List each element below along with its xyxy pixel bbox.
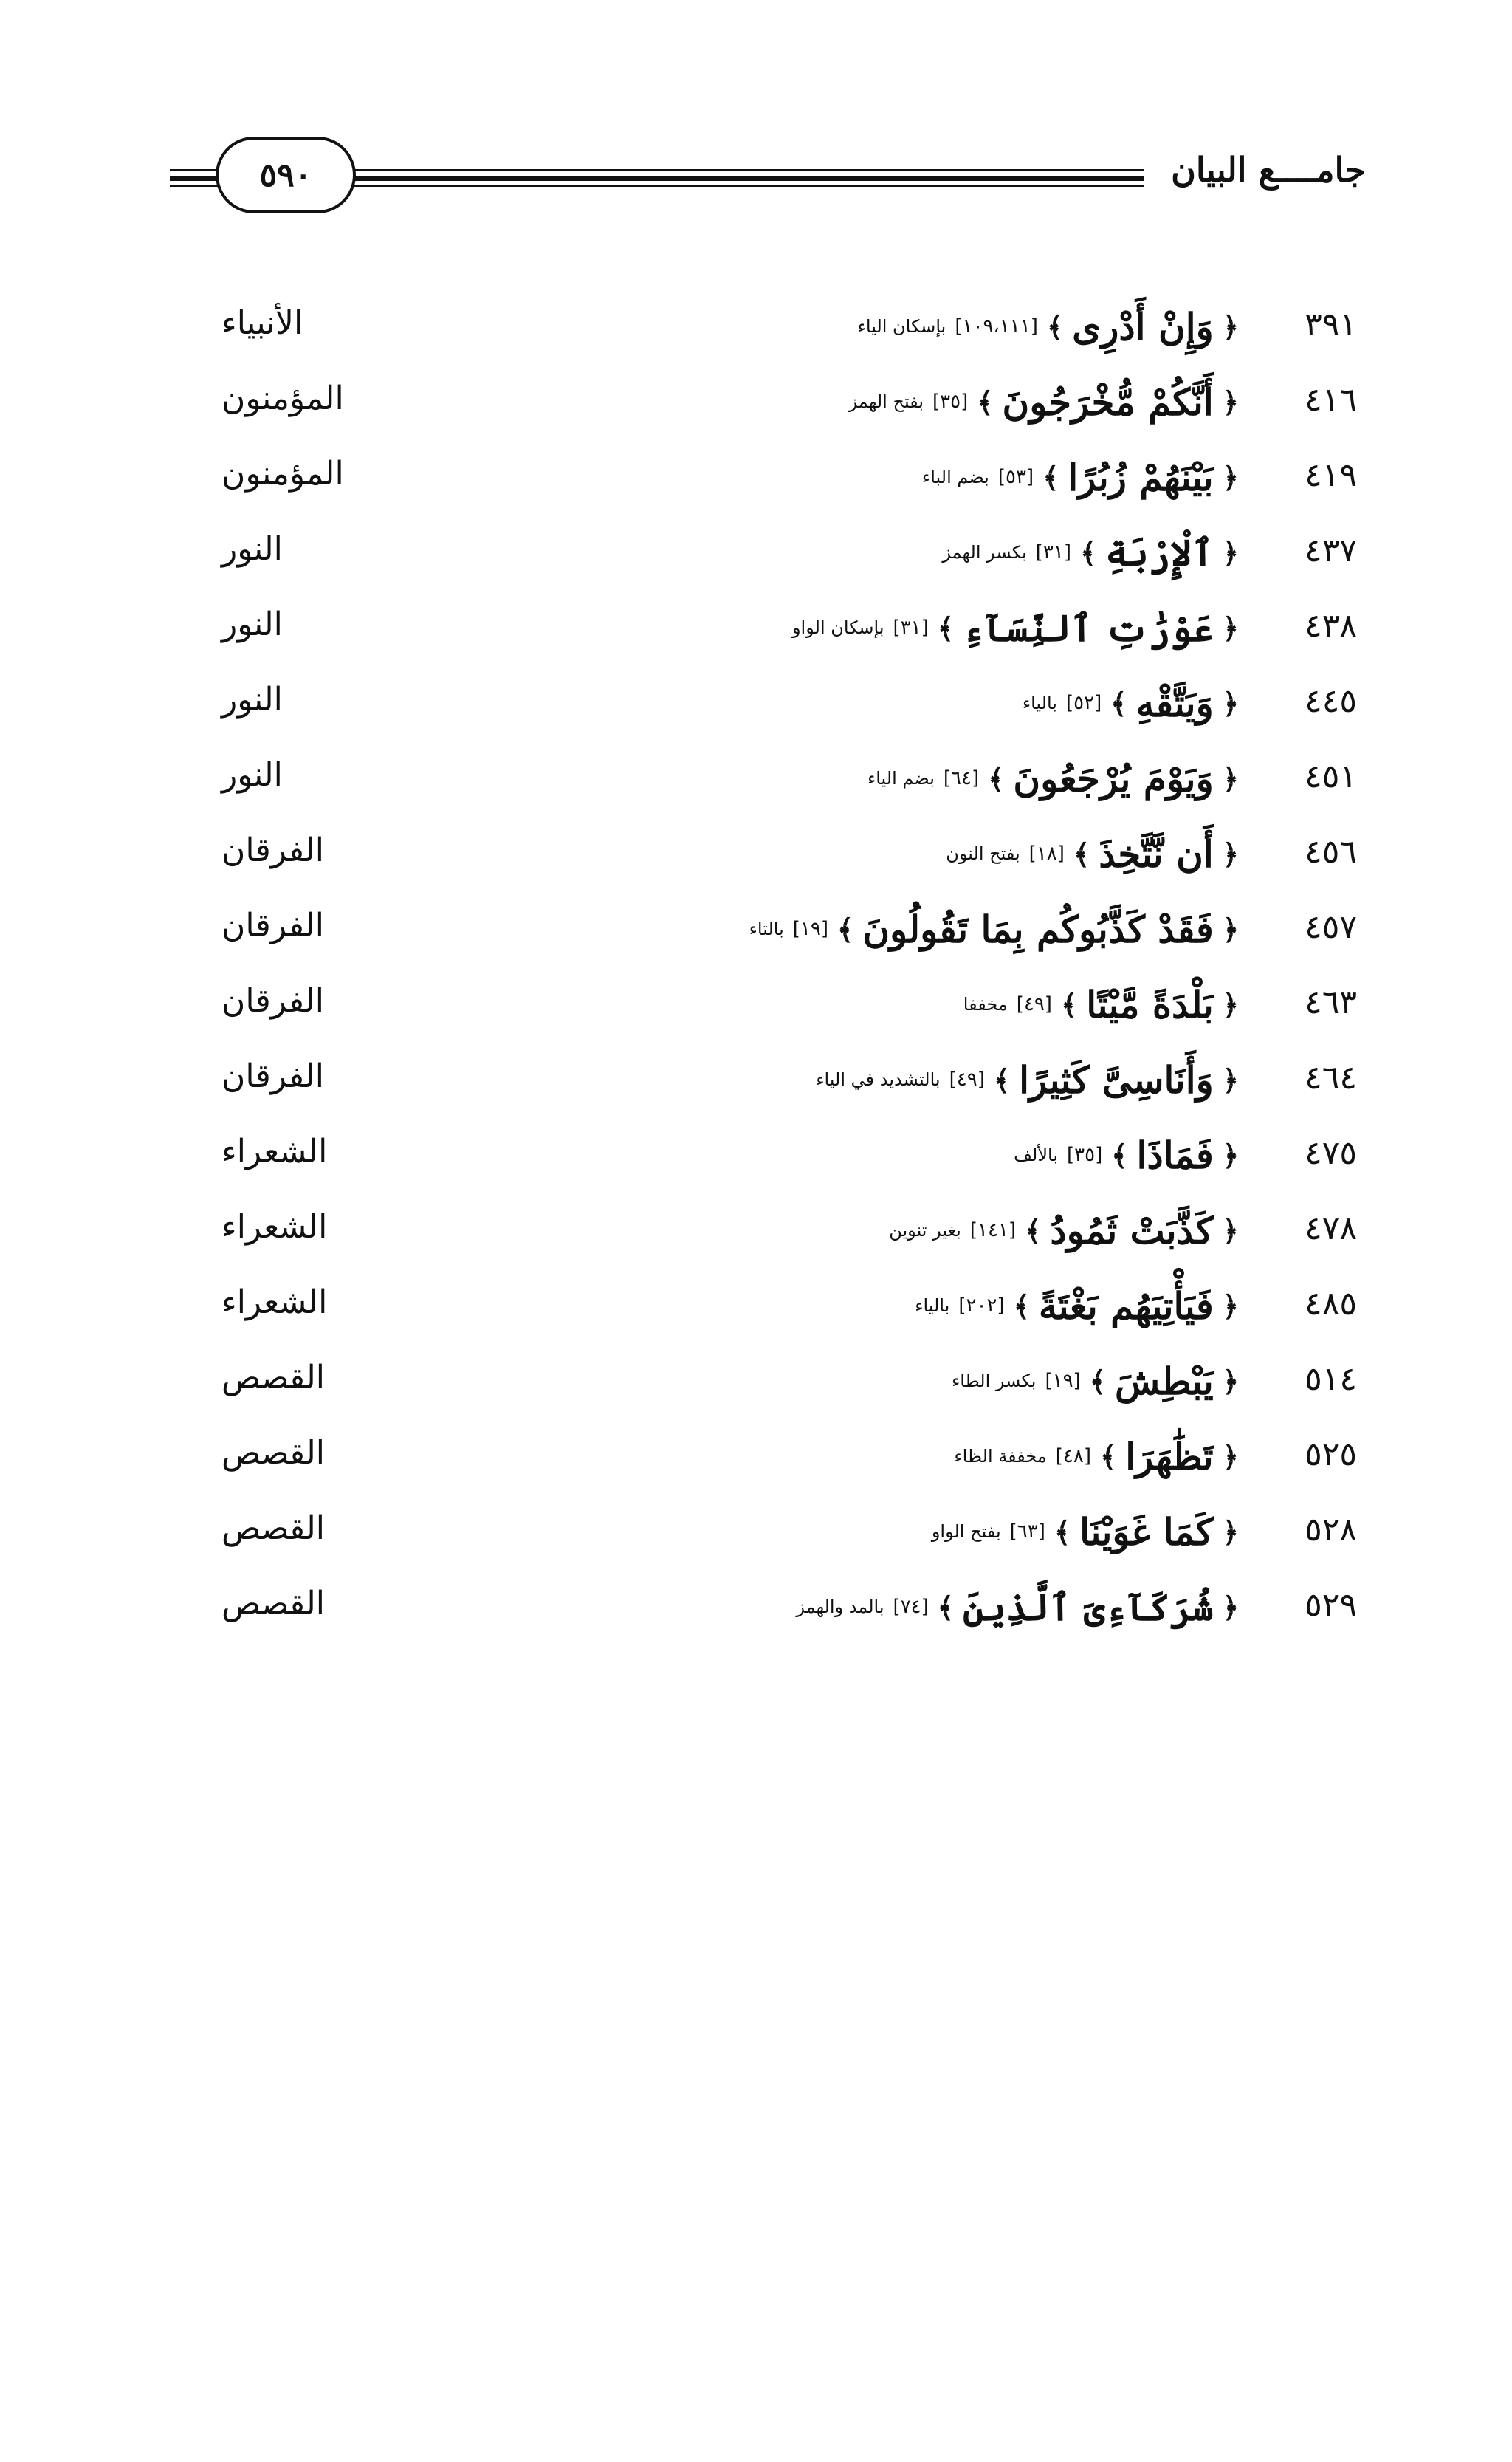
entry-number: ٤٤٥	[1305, 682, 1357, 720]
entry-verse-line	[501, 666, 1239, 740]
close-bracket-icon: ﴾	[1110, 686, 1127, 720]
entry-surah-name: الشعراء	[221, 1208, 328, 1246]
entry-number: ٤٥٧	[1305, 908, 1357, 946]
close-bracket-icon: ﴾	[1046, 309, 1064, 343]
close-bracket-icon: ﴾	[1079, 535, 1097, 569]
open-bracket-icon: ﴿	[1222, 987, 1239, 1021]
entry-note: بالياء	[1022, 693, 1057, 713]
entry-number: ٤٧٥	[1305, 1134, 1357, 1172]
entry-number: ٥٢٨	[1305, 1511, 1357, 1549]
close-bracket-icon: ﴾	[937, 1590, 955, 1624]
entry-surah	[221, 1283, 443, 1321]
entry-row	[0, 967, 1512, 1041]
entry-surah-name: النور	[221, 681, 283, 719]
close-bracket-icon: ﴾	[977, 385, 994, 419]
entry-verse: وَأَنَاسِىَّ كَثِيرًا	[1019, 1057, 1214, 1102]
book-title: جامــــع البيان	[1171, 150, 1366, 190]
entry-number: ٤٥٦	[1305, 833, 1357, 871]
entry-surah	[221, 982, 443, 1020]
close-bracket-icon: ﴾	[937, 611, 955, 645]
entry-number: ٤٣٨	[1305, 607, 1357, 645]
entry-number: ٤٥١	[1305, 758, 1357, 795]
entry-ref: [١٠٩،١١١]	[955, 315, 1038, 337]
entry-surah	[221, 304, 443, 342]
page-number: ٥٩٠	[216, 137, 356, 213]
entry-surah-name: الشعراء	[221, 1133, 328, 1170]
entry-surah-name: الفرقان	[221, 831, 324, 869]
entry-ref: [٥٣]	[997, 466, 1034, 488]
entry-verse-line	[501, 1570, 1239, 1644]
entry-number: ٤١٦	[1305, 381, 1357, 419]
entry-note: بضم الياء	[867, 768, 935, 789]
entry-verse-line	[501, 440, 1239, 514]
entry-ref: [٤٨]	[1055, 1445, 1091, 1467]
entry-number: ٣٩١	[1305, 306, 1357, 343]
entry-note: مخففة الظاء	[954, 1446, 1047, 1467]
entry-ref: [٤٩]	[949, 1069, 985, 1091]
entry-row	[0, 1344, 1512, 1418]
entry-ref: [٣١]	[1035, 541, 1071, 563]
entry-verse-line	[501, 1269, 1239, 1343]
entry-row	[0, 1118, 1512, 1192]
entry-note: بالتاء	[749, 919, 784, 939]
entry-number: ٤٦٤	[1305, 1059, 1357, 1097]
header-rule	[347, 169, 1144, 187]
entry-row	[0, 365, 1512, 439]
entry-surah	[221, 681, 443, 719]
entry-surah-name: النور	[221, 606, 283, 643]
entry-note: بالتشديد في الياء	[816, 1069, 941, 1090]
entry-verse-line	[501, 817, 1239, 891]
entry-ref: [٣٥]	[1067, 1144, 1103, 1166]
entry-note: مخففا	[963, 994, 1008, 1015]
close-bracket-icon: ﴾	[993, 1063, 1011, 1097]
entry-verse: شُرَكَآءِىَ ٱلَّذِينَ	[963, 1585, 1214, 1629]
entry-surah-name: القصص	[221, 1509, 325, 1547]
entry-note: بغير تنوين	[889, 1220, 961, 1241]
entry-note: بضم الباء	[921, 467, 989, 487]
entry-number: ٤٦٣	[1305, 984, 1357, 1021]
entry-row	[0, 741, 1512, 815]
entry-surah	[221, 455, 443, 493]
entry-ref: [٣١]	[893, 617, 929, 639]
entry-surah	[221, 831, 443, 869]
entry-surah	[221, 1585, 443, 1622]
entry-surah-name: الفرقان	[221, 982, 324, 1020]
close-bracket-icon: ﴾	[1054, 1515, 1071, 1549]
entry-verse-line	[501, 1118, 1239, 1192]
entry-ref: [٦٣]	[1009, 1520, 1045, 1543]
entry-surah	[221, 1057, 443, 1095]
entry-row	[0, 440, 1512, 514]
entry-verse-line	[501, 1419, 1239, 1493]
entry-verse-line	[501, 967, 1239, 1041]
entry-verse: كَذَّبَتْ ثَمُودُ	[1050, 1208, 1214, 1252]
open-bracket-icon: ﴿	[1222, 1439, 1239, 1473]
entry-verse: يَبْطِشَ	[1114, 1359, 1214, 1403]
close-bracket-icon: ﴾	[988, 761, 1005, 795]
entry-surah-name: القصص	[221, 1434, 325, 1472]
entry-verse-line	[501, 1344, 1239, 1418]
entry-ref: [٢٠٢]	[958, 1295, 1005, 1317]
entry-surah-name: النور	[221, 756, 283, 794]
entry-surah	[221, 1434, 443, 1472]
close-bracket-icon: ﴾	[837, 912, 854, 946]
open-bracket-icon: ﴿	[1222, 535, 1239, 569]
entry-row	[0, 515, 1512, 589]
entry-note: بكسر الهمز	[942, 542, 1027, 563]
entry-surah	[221, 380, 443, 417]
entry-row	[0, 1193, 1512, 1267]
entry-verse-line	[501, 741, 1239, 815]
entry-note: بفتح الهمز	[848, 391, 924, 412]
entry-verse: وَإِنْ أَدْرِى	[1072, 304, 1214, 349]
entry-verse: أَنَّكُمْ مُّخْرَجُونَ	[1002, 380, 1214, 424]
entry-row	[0, 1269, 1512, 1343]
open-bracket-icon: ﴿	[1222, 686, 1239, 720]
entry-verse: بَلْدَةً مَّيْتًا	[1086, 982, 1214, 1026]
entry-note: بالياء	[915, 1295, 950, 1316]
entry-ref: [٧٤]	[893, 1596, 929, 1618]
close-bracket-icon: ﴾	[1073, 837, 1090, 871]
entry-verse-line	[501, 289, 1239, 363]
entry-surah-name: القصص	[221, 1359, 325, 1396]
entry-note: بالمد والهمز	[796, 1597, 884, 1617]
entry-row	[0, 289, 1512, 363]
entry-verse-line	[501, 365, 1239, 439]
entry-ref: [١٩]	[792, 918, 829, 940]
entry-surah-name: النور	[221, 530, 283, 568]
entry-surah-name: الشعراء	[221, 1283, 328, 1321]
open-bracket-icon: ﴿	[1222, 460, 1239, 494]
entry-number: ٥٢٩	[1305, 1586, 1357, 1624]
entry-verse: عَوْرَٰتِ ٱلنِّسَآءِ	[963, 606, 1214, 650]
entry-surah-name: الفرقان	[221, 1057, 324, 1095]
entry-ref: [٤٩]	[1016, 993, 1052, 1015]
close-bracket-icon: ﴾	[1013, 1289, 1030, 1323]
entry-ref: [١٩]	[1045, 1370, 1081, 1392]
entry-row	[0, 1495, 1512, 1568]
close-bracket-icon: ﴾	[1060, 987, 1078, 1021]
entry-surah-name: القصص	[221, 1585, 325, 1622]
entry-verse: وَيَوْمَ يُرْجَعُونَ	[1013, 756, 1214, 800]
entry-number: ٤١٩	[1305, 456, 1357, 494]
close-bracket-icon: ﴾	[1111, 1138, 1128, 1172]
entry-surah	[221, 530, 443, 568]
entry-verse-line	[501, 591, 1239, 665]
entry-ref: [١٤١]	[969, 1219, 1017, 1241]
entry-verse: تَظَٰهَرَا	[1125, 1434, 1214, 1478]
close-bracket-icon: ﴾	[1025, 1213, 1042, 1247]
entry-ref: [١٨]	[1028, 843, 1065, 865]
close-bracket-icon: ﴾	[1089, 1364, 1106, 1398]
entry-verse: أَن نَّتَّخِذَ	[1099, 831, 1214, 876]
close-bracket-icon: ﴾	[1100, 1439, 1117, 1473]
entry-number: ٤٧٨	[1305, 1210, 1357, 1247]
open-bracket-icon: ﴿	[1222, 761, 1239, 795]
open-bracket-icon: ﴿	[1222, 611, 1239, 645]
entry-note: بإسكان الواو	[791, 617, 884, 638]
entry-surah-name: الفرقان	[221, 907, 324, 944]
entry-verse: بَيْنَهُمْ زُبُرًا	[1068, 455, 1214, 499]
entry-note: بفتح الواو	[931, 1521, 1001, 1542]
entry-surah	[221, 1208, 443, 1246]
entry-row	[0, 666, 1512, 740]
entry-verse-line	[501, 1193, 1239, 1267]
entry-note: بالألف	[1014, 1145, 1059, 1165]
entry-verse: فَقَدْ كَذَّبُوكُم بِمَا تَقُولُونَ	[862, 907, 1214, 951]
entry-surah	[221, 1133, 443, 1170]
entry-surah-name: الأنبياء	[221, 304, 303, 342]
open-bracket-icon: ﴿	[1222, 1364, 1239, 1398]
open-bracket-icon: ﴿	[1222, 385, 1239, 419]
entry-surah	[221, 1359, 443, 1396]
entry-verse-line	[501, 1495, 1239, 1568]
open-bracket-icon: ﴿	[1222, 912, 1239, 946]
open-bracket-icon: ﴿	[1222, 837, 1239, 871]
entry-verse: فَيَأْتِيَهُم بَغْتَةً	[1038, 1283, 1214, 1328]
entry-row	[0, 817, 1512, 891]
entry-verse: ٱلْإِرْبَةِ	[1105, 530, 1214, 575]
entry-verse: وَيَتَّقْهِ	[1135, 681, 1214, 725]
entry-row	[0, 591, 1512, 665]
entry-row	[0, 892, 1512, 966]
entry-surah-name: المؤمنون	[221, 455, 344, 493]
open-bracket-icon: ﴿	[1222, 1515, 1239, 1549]
entry-surah-name: المؤمنون	[221, 380, 344, 417]
entry-verse-line	[501, 1043, 1239, 1117]
entry-verse-line	[501, 892, 1239, 966]
entry-row	[0, 1419, 1512, 1493]
entry-row	[0, 1570, 1512, 1644]
entry-row	[0, 1043, 1512, 1117]
open-bracket-icon: ﴿	[1222, 309, 1239, 343]
entry-number: ٤٣٧	[1305, 532, 1357, 569]
entry-surah	[221, 907, 443, 944]
entry-note: بكسر الطاء	[951, 1371, 1037, 1391]
entry-number: ٥٢٥	[1305, 1436, 1357, 1473]
open-bracket-icon: ﴿	[1222, 1590, 1239, 1624]
page-header	[170, 137, 1366, 218]
open-bracket-icon: ﴿	[1222, 1063, 1239, 1097]
entry-ref: [٥٢]	[1065, 692, 1102, 714]
entry-ref: [٦٤]	[943, 767, 980, 789]
entry-surah	[221, 1509, 443, 1547]
entry-ref: [٣٥]	[932, 391, 969, 413]
open-bracket-icon: ﴿	[1222, 1138, 1239, 1172]
open-bracket-icon: ﴿	[1222, 1213, 1239, 1247]
close-bracket-icon: ﴾	[1042, 460, 1059, 494]
entry-surah	[221, 756, 443, 794]
entry-note: بفتح النون	[946, 843, 1020, 864]
entry-verse: كَمَا غَوَيْنَا	[1079, 1509, 1214, 1554]
entry-number: ٥١٤	[1305, 1360, 1357, 1398]
entry-verse-line	[501, 515, 1239, 589]
entry-verse: فَمَاذَا	[1136, 1133, 1214, 1177]
entry-note: بإسكان الياء	[857, 316, 946, 337]
entry-number: ٤٨٥	[1305, 1285, 1357, 1323]
header-rule-left	[170, 169, 221, 187]
entry-surah	[221, 606, 443, 643]
open-bracket-icon: ﴿	[1222, 1289, 1239, 1323]
